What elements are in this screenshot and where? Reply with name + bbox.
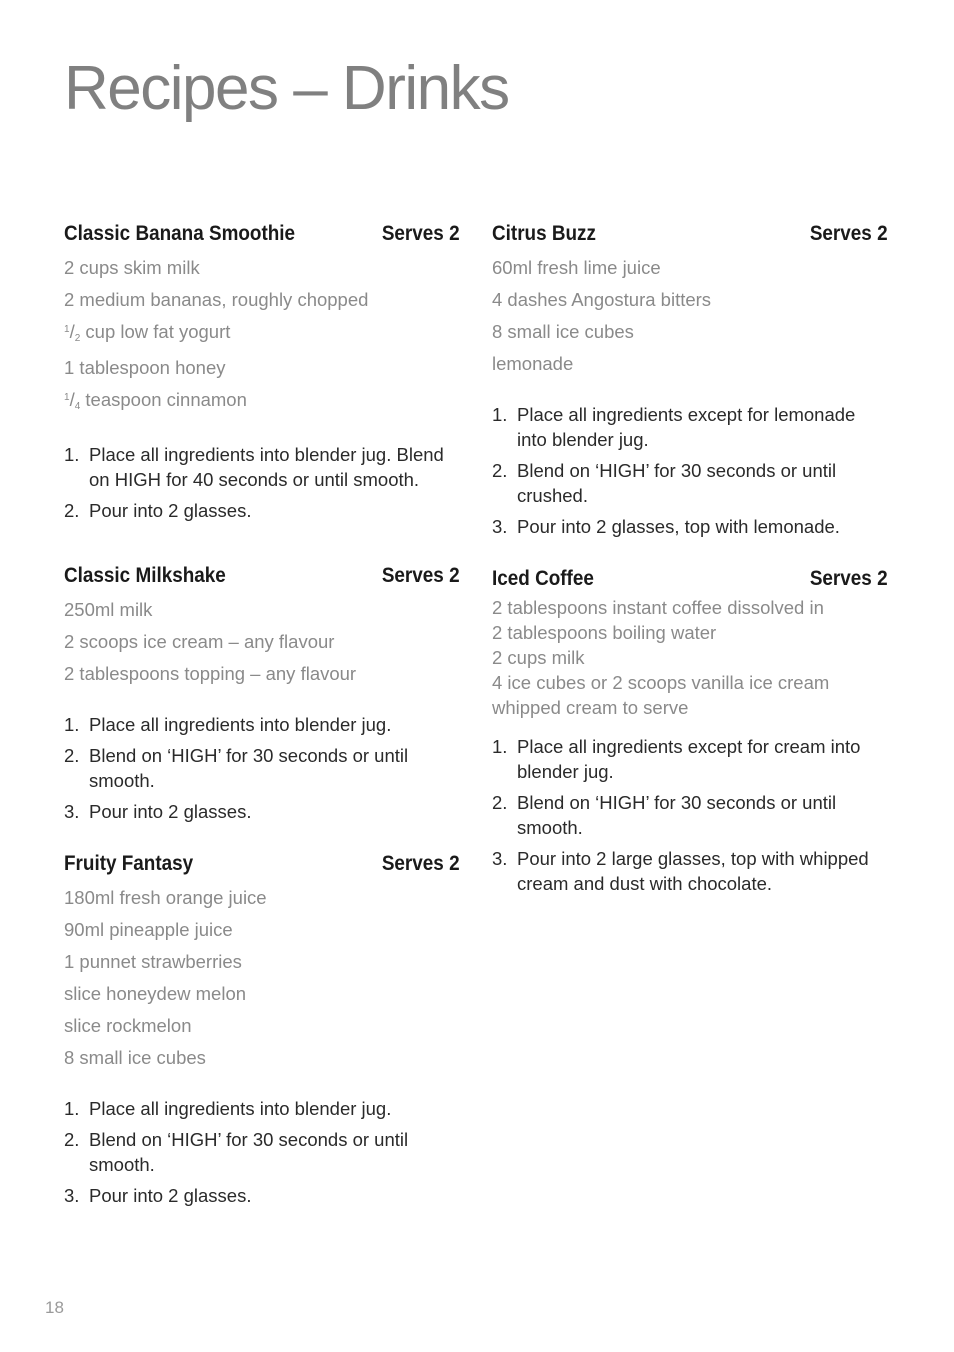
- method-steps: [492, 734, 888, 896]
- ingredient-list: [64, 252, 460, 420]
- ingredient-item: 2 tablespoons boiling water: [492, 622, 717, 643]
- ingredient-item: 4 ice cubes or 2 scoops vanilla ice cream: [492, 672, 830, 693]
- step-number: 3.: [64, 1185, 80, 1206]
- recipe-title: Iced Coffee: [492, 567, 594, 590]
- serves-label: Serves 2: [809, 222, 888, 245]
- ingredient-item: 2 medium bananas, roughly chopped: [64, 289, 369, 310]
- method-step: [64, 498, 460, 523]
- method-step: [64, 712, 460, 737]
- method-steps: [492, 402, 888, 539]
- step-number: 3.: [492, 848, 508, 869]
- ingredient-item: 250ml milk: [64, 599, 153, 620]
- method-step: [492, 514, 888, 539]
- ingredient-item: 90ml pineapple juice: [64, 919, 233, 940]
- ingredient-list: [64, 594, 460, 690]
- ingredient-item: 2 cups milk: [492, 647, 585, 668]
- recipe-header: [492, 220, 888, 248]
- method-step: [64, 442, 460, 492]
- ingredient-item: 1 tablespoon honey: [64, 357, 226, 378]
- step-text: Pour into 2 glasses, top with lemonade.: [517, 516, 840, 537]
- method-step: [492, 458, 888, 508]
- recipe-header: [64, 220, 460, 248]
- serves-label: Serves 2: [809, 567, 888, 590]
- recipe-title: Fruity Fantasy: [64, 852, 194, 875]
- step-text: Blend on ‘HIGH’ for 30 seconds or until smooth.: [89, 745, 409, 791]
- step-text: Place all ingredients into blender jug.: [89, 1098, 392, 1119]
- serves-label: Serves 2: [381, 564, 460, 587]
- method-step: [492, 734, 888, 784]
- ingredient-item: 8 small ice cubes: [492, 321, 634, 342]
- page-number: 18: [45, 1298, 64, 1317]
- step-number: 2.: [492, 792, 508, 813]
- method-steps: [64, 1096, 460, 1208]
- ingredient-item: 60ml fresh lime juice: [492, 257, 661, 278]
- method-step: [64, 799, 460, 824]
- recipe-fruity-fantasy: [64, 850, 460, 1208]
- recipe-header: [492, 565, 888, 593]
- method-step: [64, 743, 460, 793]
- step-text: Place all ingredients into blender jug. Blend on HIGH for 40 seconds or until smooth.: [89, 444, 444, 490]
- ingredient-item: 2 tablespoons topping – any flavour: [64, 663, 357, 684]
- ingredient-item: 2 tablespoons instant coffee dissolved in: [492, 597, 824, 618]
- step-number: 2.: [64, 500, 80, 521]
- ingredient-list: [492, 252, 888, 380]
- serves-label: Serves 2: [381, 222, 460, 245]
- ingredient-text: teaspoon cinnamon: [80, 389, 247, 410]
- fraction-numerator: 1: [64, 324, 70, 335]
- method-step: [492, 846, 888, 896]
- ingredient-item: 1 punnet strawberries: [64, 951, 242, 972]
- step-number: 1.: [64, 444, 80, 465]
- ingredient-item: $^1$/2 cup low fat yogurt: [64, 321, 231, 344]
- step-number: 2.: [64, 745, 80, 766]
- fraction-denominator: 4: [74, 401, 81, 412]
- serves-label: Serves 2: [381, 852, 460, 875]
- step-number: 1.: [492, 404, 508, 425]
- recipe-header: [64, 850, 460, 878]
- recipe-header: [64, 562, 460, 590]
- step-number: 3.: [492, 516, 508, 537]
- step-text: Blend on ‘HIGH’ for 30 seconds or until crushed.: [517, 460, 837, 506]
- page-title: Recipes – Drinks: [64, 54, 509, 123]
- step-number: 3.: [64, 801, 80, 822]
- left-column: [64, 220, 460, 1214]
- step-text: Pour into 2 glasses.: [89, 1185, 252, 1206]
- ingredient-item: 8 small ice cubes: [64, 1047, 206, 1068]
- ingredient-item: 180ml fresh orange juice: [64, 887, 267, 908]
- step-number: 1.: [492, 736, 508, 757]
- ingredient-item: lemonade: [492, 353, 574, 374]
- recipe-citrus-buzz: [492, 220, 888, 565]
- step-text: Pour into 2 glasses.: [89, 500, 252, 521]
- ingredient-list: [64, 882, 460, 1074]
- recipe-title: Classic Milkshake: [64, 564, 226, 587]
- step-text: Pour into 2 glasses.: [89, 801, 252, 822]
- step-number: 1.: [64, 714, 80, 735]
- ingredient-item: whipped cream to serve: [492, 697, 689, 718]
- ingredient-item: $^1$/4 teaspoon cinnamon: [64, 389, 247, 412]
- recipe-iced-coffee: [492, 565, 888, 896]
- ingredient-item: slice honeydew melon: [64, 983, 247, 1004]
- recipe-classic-milkshake: [64, 562, 460, 850]
- ingredient-text: cup low fat yogurt: [80, 321, 231, 342]
- step-text: Blend on ‘HIGH’ for 30 seconds or until smooth.: [89, 1129, 409, 1175]
- fraction-numerator: 1: [64, 392, 70, 403]
- method-step: [492, 402, 888, 452]
- recipe-title: Classic Banana Smoothie: [64, 222, 296, 245]
- method-step: [64, 1127, 460, 1177]
- method-step: [64, 1183, 460, 1208]
- ingredient-item: 2 scoops ice cream – any flavour: [64, 631, 335, 652]
- step-text: Blend on ‘HIGH’ for 30 seconds or until smooth.: [517, 792, 837, 838]
- step-number: 2.: [492, 460, 508, 481]
- method-steps: [64, 442, 460, 523]
- step-number: 1.: [64, 1098, 80, 1119]
- right-column: [492, 220, 888, 902]
- method-step: [492, 790, 888, 840]
- step-text: Place all ingredients into blender jug.: [89, 714, 392, 735]
- recipe-title: Citrus Buzz: [492, 222, 596, 245]
- ingredient-item: 2 cups skim milk: [64, 257, 200, 278]
- method-steps: [64, 712, 460, 824]
- recipe-classic-banana-smoothie: [64, 220, 460, 562]
- fraction-denominator: 2: [74, 333, 81, 344]
- step-text: Place all ingredients except for cream into blender jug.: [517, 736, 861, 782]
- ingredient-list: [492, 595, 888, 720]
- ingredient-item: 4 dashes Angostura bitters: [492, 289, 712, 310]
- ingredient-item: slice rockmelon: [64, 1015, 192, 1036]
- step-text: Pour into 2 large glasses, top with whipped cream and dust with chocolate.: [517, 848, 869, 894]
- step-text: Place all ingredients except for lemonade into blender jug.: [517, 404, 856, 450]
- method-step: [64, 1096, 460, 1121]
- step-number: 2.: [64, 1129, 80, 1150]
